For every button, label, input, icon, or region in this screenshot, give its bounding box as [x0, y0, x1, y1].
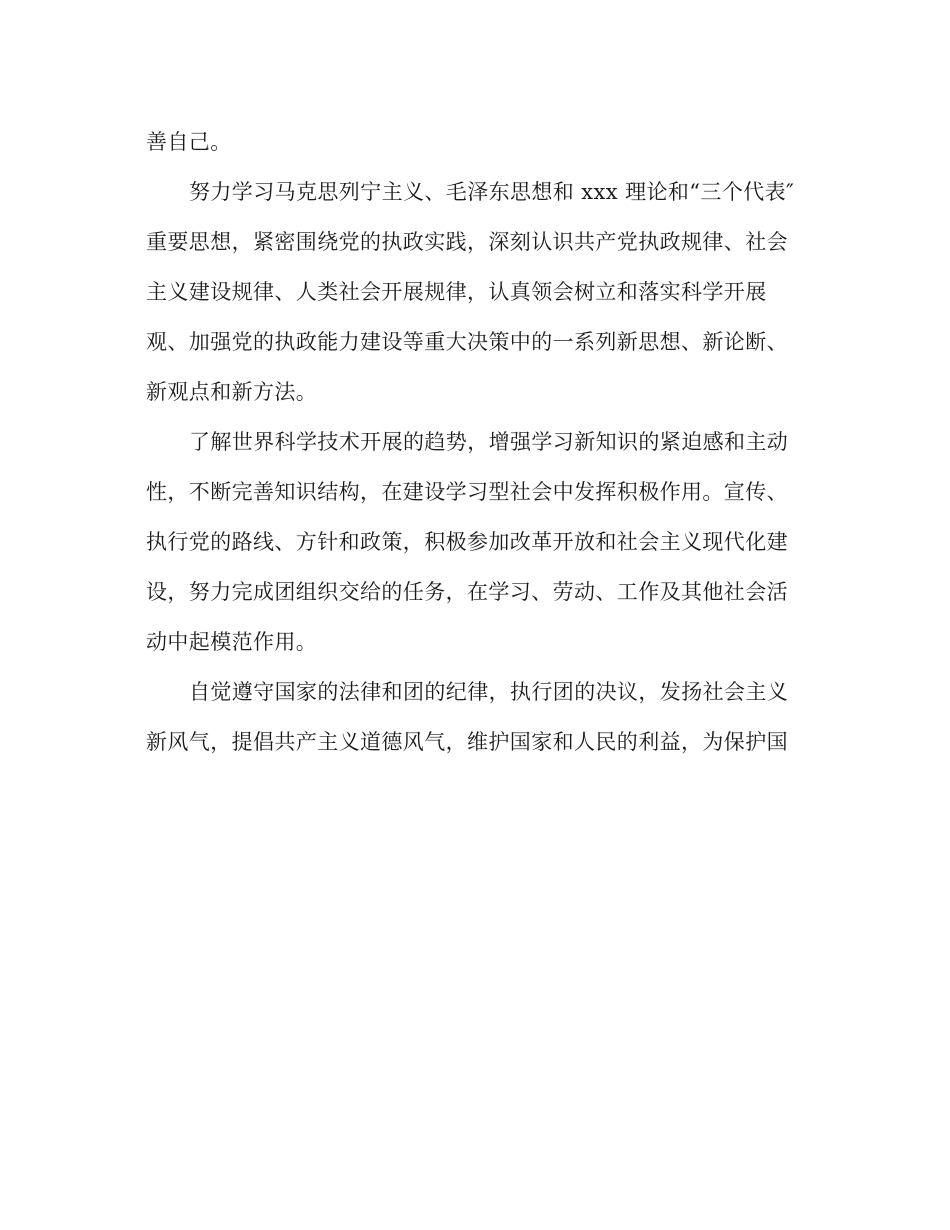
text-line: 善自己。 [146, 130, 232, 154]
text-line: 观、加强党的执政能力建设等重大决策中的一系列新思想、新论断、 [146, 330, 788, 354]
paragraph-first-line: 了解世界科学技术开展的趋势，增强学习新知识的紧迫感和主动 [189, 430, 789, 454]
text-line: 主义建设规律、人类社会开展规律，认真领会树立和落实科学开展 [146, 280, 767, 304]
text-line: 设，努力完成团组织交给的任务，在学习、劳动、工作及其他社会活 [146, 580, 788, 604]
paragraph-first-line: 努力学习马克思列宁主义、毛泽东思想和 xxx 理论和“三个代表″ [189, 180, 795, 204]
text-line: 新风气，提倡共产主义道德风气，维护国家和人民的利益，为保护国 [146, 730, 788, 754]
text-line: 执行党的路线、方针和政策，积极参加改革开放和社会主义现代化建 [146, 530, 788, 554]
text-line: 新观点和新方法。 [146, 380, 318, 404]
text-line: 动中起模范作用。 [146, 630, 318, 654]
text-line: 重要思想，紧密围绕党的执政实践，深刻认识共产党执政规律、社会 [146, 230, 788, 254]
text-line: 性，不断完善知识结构，在建设学习型社会中发挥积极作用。宣传、 [146, 480, 788, 504]
paragraph-first-line: 自觉遵守国家的法律和团的纪律，执行团的决议，发扬社会主义 [189, 680, 789, 704]
